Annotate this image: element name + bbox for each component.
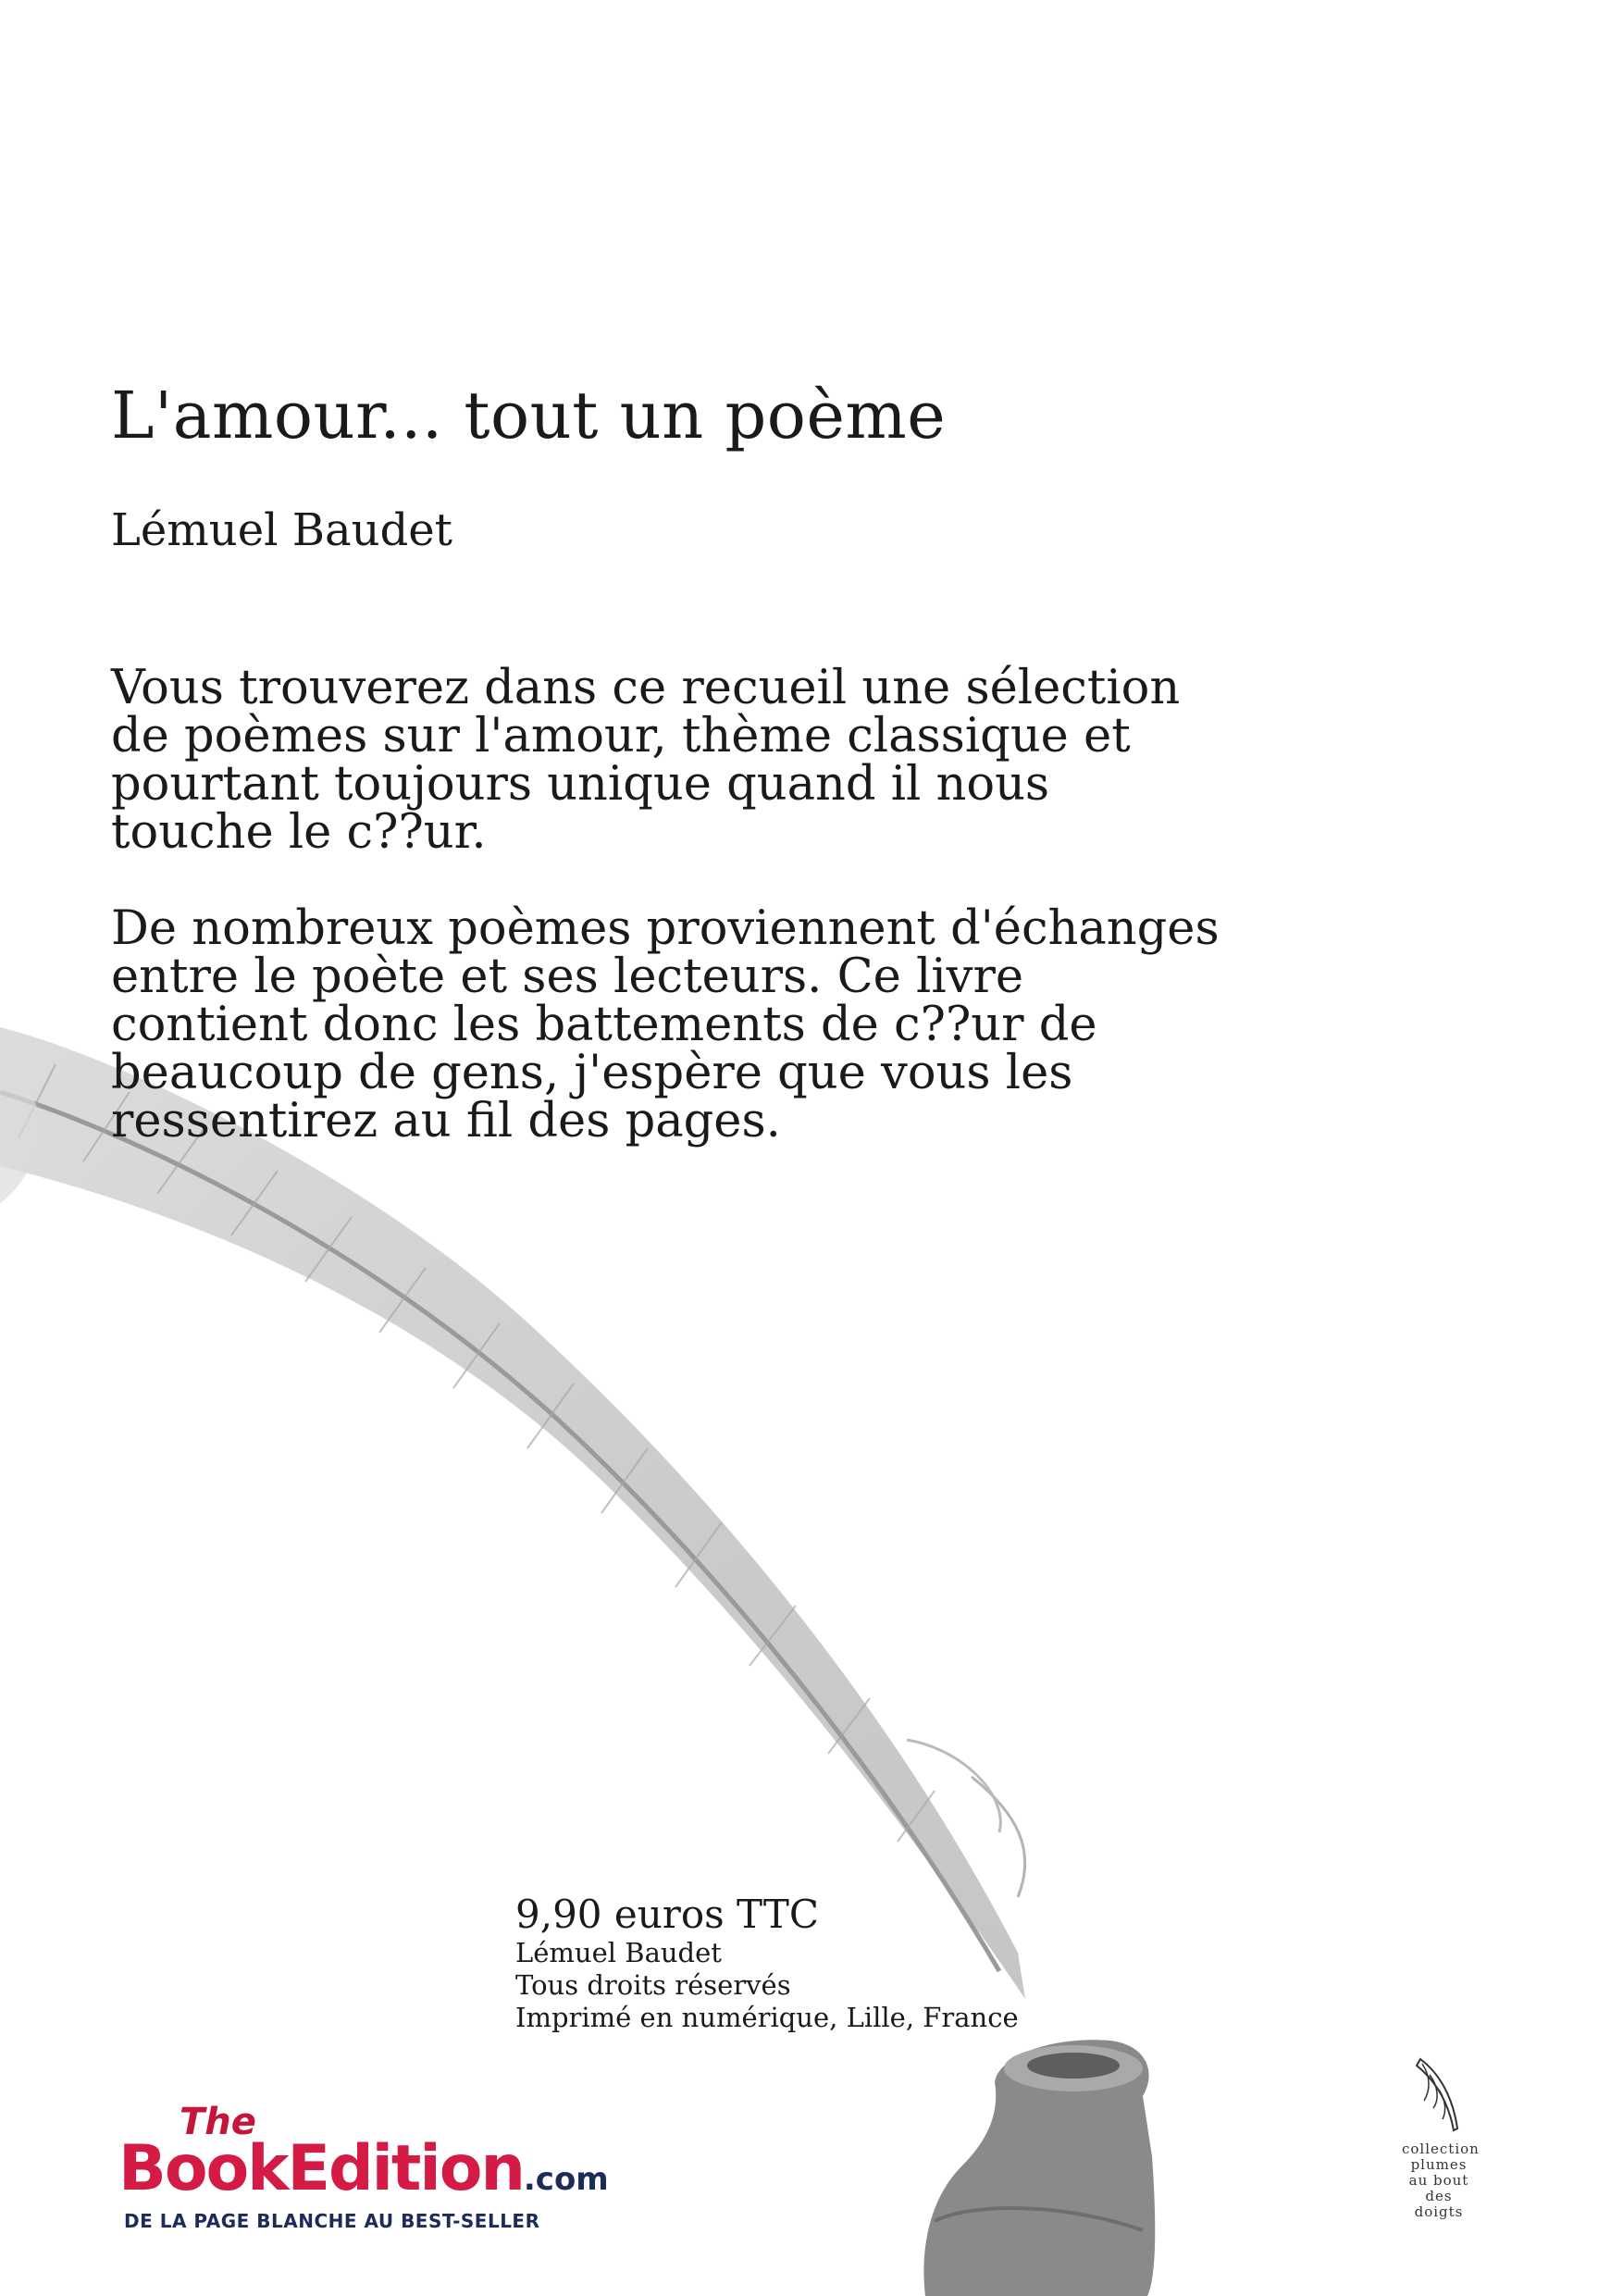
collection-mark xyxy=(1388,2054,1490,2220)
printing-notice: Imprimé en numérique, Lille, France xyxy=(515,2002,1019,2033)
logo-tagline: DE LA PAGE BLANCHE AU BEST-SELLER xyxy=(124,2210,540,2232)
blurb-paragraph: Vous trouverez dans ce recueil une sélection de poèmes sur l'amour, thème classique et pourtant toujours unique quand il nous touche le c??ur. xyxy=(111,661,1181,860)
publisher-logo xyxy=(111,2101,666,2240)
collection-label: collection plumes au bout des doigts xyxy=(1402,2141,1480,2220)
book-title: L'amour... tout un poème xyxy=(111,378,947,453)
blurb-paragraph: De nombreux poèmes proviennent d'échanges entre le poète et ses lecteurs. Ce livre contient donc les battements de c??ur de beaucoup de gens, j'espère que vous les ressentirez au fil des pages. xyxy=(111,901,1220,1148)
colophon xyxy=(515,1893,1019,2034)
logo-wordmark xyxy=(118,2132,609,2205)
quill-icon xyxy=(1411,2054,1467,2138)
price: 9,90 euros TTC xyxy=(515,1892,819,1937)
logo-name: BookEdition xyxy=(118,2132,524,2205)
logo-domain: .com xyxy=(523,2161,609,2198)
colophon-author: Lémuel Baudet xyxy=(515,1937,722,1968)
logo-the: The xyxy=(180,2101,256,2143)
book-blurb xyxy=(111,661,1221,1194)
rights-notice: Tous droits réservés xyxy=(515,1969,791,2001)
book-author: Lémuel Baudet xyxy=(111,504,452,556)
